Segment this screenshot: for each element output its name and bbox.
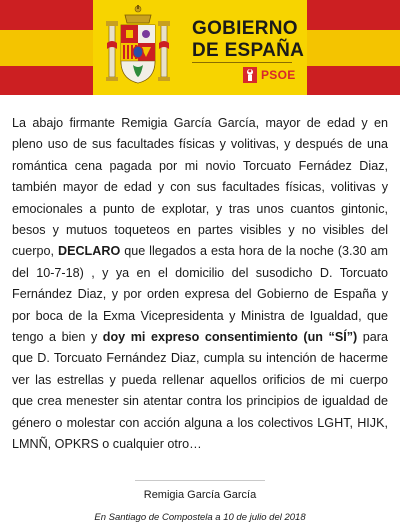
consent-emphasis: doy mi expreso consentimiento (un “SÍ”) xyxy=(102,330,358,345)
declaration-text-part-1: La abajo firmante Remigia García García, mayor de edad y en pleno uso de sus facultades físicas y volitivas, y después de una romántica cena pagada por mi novio Torcuato Fernádez Diaz, también mayor de edad y con sus facultades físicas, volitivas y emocionales a punto de explotar, y tras unos cuantos gintonic, besos y mutuos toqueteos en partes visibles y no visibles del cuerpo, xyxy=(12,116,388,259)
logo-divider xyxy=(192,62,292,63)
declaro-emphasis: DECLARO xyxy=(57,244,121,259)
party-name: PSOE xyxy=(261,68,296,82)
psoe-rose-fist-icon xyxy=(243,67,257,83)
place-and-date: En Santiago de Compostela a 10 de julio del 2018 xyxy=(94,512,306,523)
government-logo xyxy=(93,0,307,95)
signatory-name: Remigia García García xyxy=(143,489,257,501)
declaration-text-part-3: para que D. Torcuato Fernández Diaz, cumpla su intención de hacerme ver las estrellas y pueda rellenar aquellos orificios de mi cuerpo que crea menester sin atentar contra los principios de igualdad de género o molestar con acción alguna a los colectivos LGHT, HIJK, LMNÑ, OPKRS o cualquier otro… xyxy=(12,330,388,452)
declaration-text-part-2: que llegados a esta hora de la noche (3.30 am del 10-7-18) , y ya en el domicilio del susodicho D. Torcuato Fernández Diaz, y por orden expresa del Gobierno de España y por boca de la Exma Vicepresidenta y Ministra de Igualdad, que tengo a bien y xyxy=(12,244,388,345)
government-name-line-1: GOBIERNO xyxy=(192,18,298,39)
signature-line xyxy=(135,480,265,481)
government-name xyxy=(192,18,304,62)
government-header-banner xyxy=(0,0,400,95)
psoe-logo xyxy=(243,66,296,84)
spain-coat-of-arms-icon xyxy=(103,3,173,91)
government-name-line-2: DE ESPAÑA xyxy=(192,40,305,61)
declaration-paragraph xyxy=(12,113,388,456)
